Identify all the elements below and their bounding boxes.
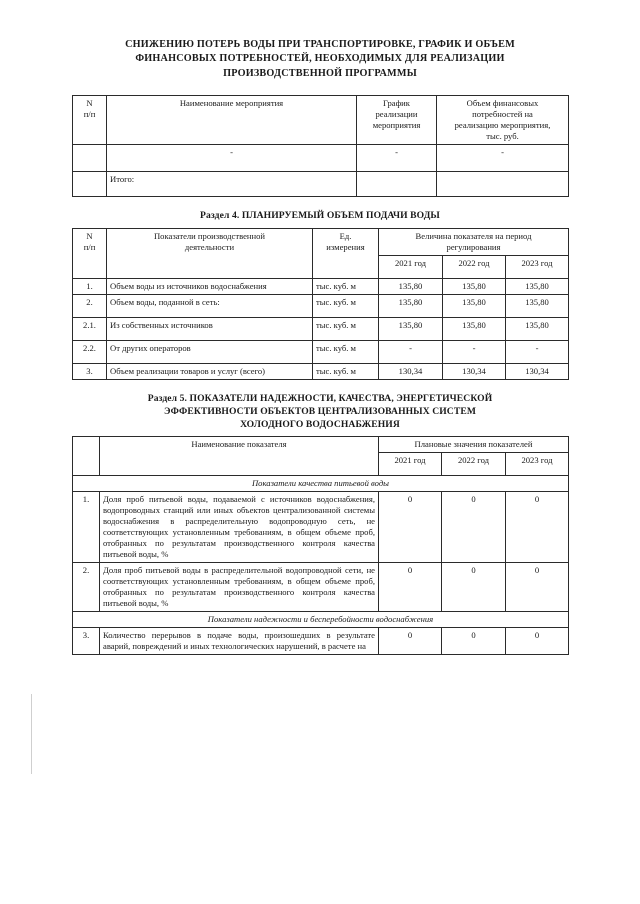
column-header-number — [73, 96, 107, 145]
page-title-line-1: СНИЖЕНИЮ ПОТЕРЬ ВОДЫ ПРИ ТРАНСПОРТИРОВКЕ, ГРАФИК И ОБЪЕМ — [125, 39, 515, 50]
cell-indicator: Количество перерывов в подаче воды, произошедших в результате аварий, повреждений и иных технологических нарушений, в расчете на — [100, 628, 379, 655]
cell-number: 3. — [73, 628, 100, 655]
column-header-schedule-line2: реализации — [375, 109, 418, 120]
cell-measure-name: - — [107, 145, 357, 172]
cell-indicator: Объем воды, поданной в сеть: — [107, 294, 313, 317]
cell-value-2023: 135,80 — [506, 294, 569, 317]
column-header-year-2021: 2021 год — [379, 453, 442, 476]
cell-number: 1. — [73, 278, 107, 294]
cell-value-2023: 0 — [506, 628, 569, 655]
cell-number: 2. — [73, 563, 100, 612]
section5-table — [72, 436, 569, 655]
column-header-year-2022: 2022 год — [442, 453, 506, 476]
column-header-period-line1: Величина показателя на период — [415, 230, 532, 241]
table-row — [73, 492, 569, 563]
column-header-number — [73, 228, 107, 278]
cell-value-2023: 0 — [506, 563, 569, 612]
column-header-period — [379, 228, 569, 255]
cell-value-2022: 0 — [442, 563, 506, 612]
column-header-finance-line1: Объем финансовых — [466, 98, 539, 109]
column-header-schedule-line1: График — [383, 98, 410, 109]
cell-value-2023: 135,80 — [506, 278, 569, 294]
section4-heading-text: Раздел 4. ПЛАНИРУЕМЫЙ ОБЪЕМ ПОДАЧИ ВОДЫ — [200, 210, 440, 222]
cell-number: 2.1. — [73, 317, 107, 340]
cell-number — [73, 172, 107, 197]
table-header-row — [73, 437, 569, 453]
cell-value-2022: - — [443, 340, 506, 363]
cell-indicator: От других операторов — [107, 340, 313, 363]
table-row — [73, 317, 569, 340]
cell-value-2023: 135,80 — [506, 317, 569, 340]
table-row-total — [73, 172, 569, 197]
section5-heading-line-3: ХОЛОДНОГО ВОДОСНАБЖЕНИЯ — [240, 419, 400, 431]
cell-number — [73, 145, 107, 172]
column-header-indicator-line1: Показатели производственной — [153, 230, 266, 241]
cell-unit: тыс. куб. м — [313, 294, 379, 317]
cell-value-2021: 135,80 — [379, 294, 443, 317]
column-header-number-line2: п/п — [83, 109, 96, 120]
column-header-planned-values: Плановые значения показателей — [379, 437, 569, 453]
cell-value-2021: 0 — [379, 492, 442, 563]
cell-value-2021: 0 — [379, 628, 442, 655]
table-row — [73, 294, 569, 317]
cell-indicator: Доля проб питьевой воды в распределительной водопроводной сети, не соответствующих установленным требованиям, в общем объеме проб, отобранных по результатам производственного контроля качества питьевой воды, % — [100, 563, 379, 612]
cell-value-2022: 135,80 — [443, 278, 506, 294]
column-header-unit-line1: Ед. — [339, 230, 352, 241]
column-header-measure-name: Наименование мероприятия — [107, 96, 357, 145]
group-title-reliability: Показатели надежности и бесперебойности водоснабжения — [73, 612, 569, 628]
table-header-row — [73, 228, 569, 255]
page-title-line-2: ФИНАНСОВЫХ ПОТРЕБНОСТЕЙ, НЕОБХОДИМЫХ ДЛЯ РЕАЛИЗАЦИИ — [135, 53, 505, 65]
column-header-unit — [313, 228, 379, 278]
column-header-indicator: Наименование показателя — [100, 437, 379, 476]
spacer — [72, 81, 568, 95]
cell-total-label: Итого: — [107, 172, 357, 197]
cell-unit: тыс. куб. м — [313, 340, 379, 363]
cell-value-2021: 0 — [379, 563, 442, 612]
cell-value-2021: 130,34 — [379, 363, 443, 379]
table-row — [73, 563, 569, 612]
spacer — [72, 197, 568, 209]
cell-number: 2. — [73, 294, 107, 317]
column-header-finance — [437, 96, 569, 145]
cell-value-2021: - — [379, 340, 443, 363]
cell-unit: тыс. куб. м — [313, 363, 379, 379]
section5-heading-line-1: Раздел 5. ПОКАЗАТЕЛИ НАДЕЖНОСТИ, КАЧЕСТВА, ЭНЕРГЕТИЧЕСКОЙ — [147, 392, 493, 404]
column-header-year-2022: 2022 год — [443, 255, 506, 278]
section4-heading — [72, 209, 568, 222]
column-header-year-2021: 2021 год — [379, 255, 443, 278]
column-header-number-line1: N — [86, 98, 93, 109]
document-content — [72, 0, 568, 655]
cell-value-2022: 130,34 — [443, 363, 506, 379]
page-title — [72, 0, 568, 81]
scan-artifact-line — [31, 694, 32, 774]
cell-indicator: Из собственных источников — [107, 317, 313, 340]
section5-heading-line-2: ЭФФЕКТИВНОСТИ ОБЪЕКТОВ ЦЕНТРАЛИЗОВАННЫХ СИСТЕМ — [164, 405, 476, 417]
cell-indicator: Объем реализации товаров и услуг (всего) — [107, 363, 313, 379]
column-header-unit-line2: измерения — [326, 241, 365, 252]
cell-value-2022: 0 — [442, 628, 506, 655]
cell-indicator: Объем воды из источников водоснабжения — [107, 278, 313, 294]
column-header-finance-line4: тыс. руб. — [486, 131, 519, 142]
table-row — [73, 363, 569, 379]
table-header-row — [73, 96, 569, 145]
section4-table — [72, 228, 569, 380]
page-title-line-3: ПРОИЗВОДСТВЕННОЙ ПРОГРАММЫ — [223, 67, 417, 79]
cell-indicator: Доля проб питьевой воды, подаваемой с источников водоснабжения, водопроводных станций или иных объектов централизованной системы водоснабжения в распределительную водопроводную сеть, не соответствующих установленным требованиям, в общем объеме проб, отобранных по результатам производственного контроля качества питьевой воды, % — [100, 492, 379, 563]
cell-number: 2.2. — [73, 340, 107, 363]
cell-value-2023: 0 — [506, 492, 569, 563]
column-header-number-line2: п/п — [83, 241, 96, 252]
table-row — [73, 145, 569, 172]
column-header-schedule — [357, 96, 437, 145]
measures-table — [72, 95, 569, 197]
column-header-finance-line2: потребностей на — [472, 109, 533, 120]
table-row — [73, 340, 569, 363]
cell-schedule: - — [357, 145, 437, 172]
table-row — [73, 628, 569, 655]
cell-value-2023: 130,34 — [506, 363, 569, 379]
section5-heading — [72, 392, 568, 432]
cell-number: 3. — [73, 363, 107, 379]
cell-value-2022: 0 — [442, 492, 506, 563]
spacer — [72, 380, 568, 392]
column-header-period-line2: регулирования — [446, 241, 501, 252]
column-header-year-2023: 2023 год — [506, 255, 569, 278]
column-header-number — [73, 437, 100, 476]
cell-schedule — [357, 172, 437, 197]
cell-value-2021: 135,80 — [379, 317, 443, 340]
column-header-indicator — [107, 228, 313, 278]
column-header-number-line1: N — [86, 230, 93, 241]
column-header-finance-line3: реализацию мероприятия, — [454, 120, 551, 131]
cell-number: 1. — [73, 492, 100, 563]
cell-unit: тыс. куб. м — [313, 278, 379, 294]
cell-value-2022: 135,80 — [443, 317, 506, 340]
group-title-row-reliability — [73, 612, 569, 628]
group-title-row-quality — [73, 476, 569, 492]
cell-value-2022: 135,80 — [443, 294, 506, 317]
cell-value-2021: 135,80 — [379, 278, 443, 294]
table-row — [73, 278, 569, 294]
column-header-year-2023: 2023 год — [506, 453, 569, 476]
column-header-indicator-line2: деятельности — [184, 241, 235, 252]
cell-finance — [437, 172, 569, 197]
cell-value-2023: - — [506, 340, 569, 363]
cell-unit: тыс. куб. м — [313, 317, 379, 340]
cell-finance: - — [437, 145, 569, 172]
column-header-schedule-line3: мероприятия — [372, 120, 421, 131]
group-title-quality: Показатели качества питьевой воды — [73, 476, 569, 492]
